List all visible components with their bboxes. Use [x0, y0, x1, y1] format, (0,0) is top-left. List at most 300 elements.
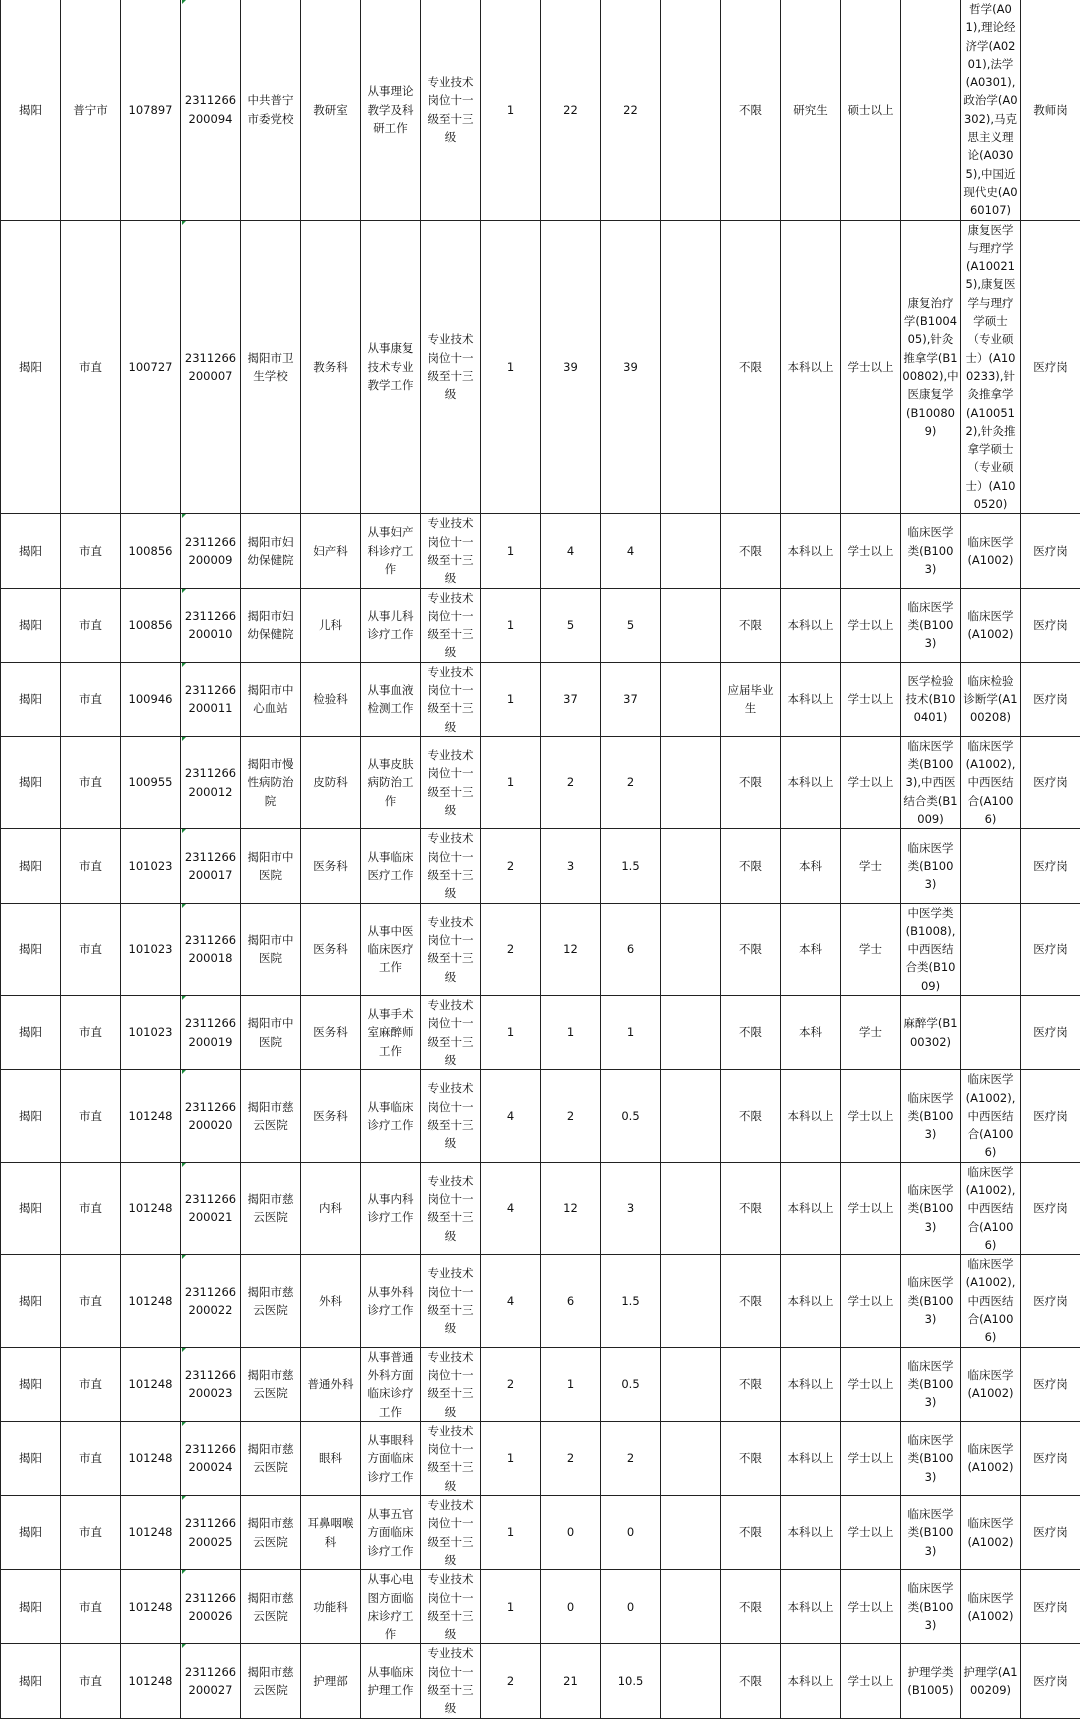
cell-blank: [661, 1255, 721, 1347]
table-row: [1, 829, 1080, 903]
cell-major-bachelor: 康复治疗学(B100405),针灸推拿学(B100802),中医康复学(B100809): [901, 220, 961, 514]
cell-blank: [661, 1070, 721, 1162]
cell-blank: [661, 1570, 721, 1644]
cell-target: 不限: [721, 1255, 781, 1347]
cell-duty: 从事康复技术专业教学工作: [361, 220, 421, 514]
cell-region: 揭阳: [1, 1421, 61, 1495]
table-row: [1, 1496, 1080, 1570]
table-row: [1, 662, 1080, 736]
cell-count: 2: [481, 1644, 541, 1718]
cell-count: 1: [481, 996, 541, 1070]
cell-region: 揭阳: [1, 1496, 61, 1570]
cell-ratio: 2: [601, 1421, 661, 1495]
cell-target: 不限: [721, 1570, 781, 1644]
cell-dept: 眼科: [301, 1421, 361, 1495]
cell-level: 专业技术岗位十一级至十三级: [421, 996, 481, 1070]
cell-dept: 医务科: [301, 1070, 361, 1162]
table-row: [1, 736, 1080, 828]
cell-unit: 揭阳市慈云医院: [241, 1255, 301, 1347]
cell-degree: 学士: [841, 903, 901, 995]
cell-post-code: 2311266200020: [181, 1070, 241, 1162]
table-row: [1, 1570, 1080, 1644]
cell-degree: 学士以上: [841, 514, 901, 588]
cell-education: 本科以上: [781, 1162, 841, 1254]
table-row: [1, 1162, 1080, 1254]
cell-unit-code: 101248: [121, 1162, 181, 1254]
cell-major-bachelor: 医学检验技术(B100401): [901, 662, 961, 736]
cell-major-bachelor: 临床医学类(B1003): [901, 1496, 961, 1570]
cell-applicants: 2: [541, 736, 601, 828]
cell-major-master: 哲学(A01),理论经济学(A0201),法学(A0301),政治学(A0302),马克思主义理论(A0305),中国近现代史(A060107): [961, 0, 1021, 220]
cell-post-code: 2311266200012: [181, 736, 241, 828]
cell-unit: 揭阳市妇幼保健院: [241, 588, 301, 662]
cell-degree: 学士以上: [841, 1644, 901, 1718]
cell-duty: 从事临床诊疗工作: [361, 1070, 421, 1162]
cell-region: 揭阳: [1, 903, 61, 995]
cell-level: 专业技术岗位十一级至十三级: [421, 0, 481, 220]
cell-major-master: [961, 996, 1021, 1070]
cell-post-code: 2311266200009: [181, 514, 241, 588]
table-row: [1, 1255, 1080, 1347]
cell-duty: 从事妇产科诊疗工作: [361, 514, 421, 588]
cell-unit-code: 107897: [121, 0, 181, 220]
cell-unit-code: 100946: [121, 662, 181, 736]
cell-target: 不限: [721, 1162, 781, 1254]
cell-major-master: 临床医学(A1002): [961, 588, 1021, 662]
cell-major-master: 临床医学(A1002): [961, 1496, 1021, 1570]
cell-degree: 学士以上: [841, 1421, 901, 1495]
cell-degree: 学士: [841, 996, 901, 1070]
cell-duty: 从事五官方面临床诊疗工作: [361, 1496, 421, 1570]
cell-unit-code: 100856: [121, 514, 181, 588]
cell-applicants: 2: [541, 1421, 601, 1495]
table-row: [1, 588, 1080, 662]
cell-education: 本科以上: [781, 588, 841, 662]
cell-education: 本科以上: [781, 1421, 841, 1495]
cell-blank: [661, 0, 721, 220]
cell-unit: 揭阳市慈云医院: [241, 1570, 301, 1644]
cell-region: 揭阳: [1, 1070, 61, 1162]
cell-post-code: 2311266200026: [181, 1570, 241, 1644]
cell-duty: 从事眼科方面临床诊疗工作: [361, 1421, 421, 1495]
cell-target: 不限: [721, 1644, 781, 1718]
cell-degree: 学士以上: [841, 662, 901, 736]
cell-post-code: 2311266200011: [181, 662, 241, 736]
cell-area: 市直: [61, 514, 121, 588]
cell-area: 市直: [61, 1255, 121, 1347]
cell-applicants: 39: [541, 220, 601, 514]
cell-target: 不限: [721, 829, 781, 903]
cell-count: 1: [481, 662, 541, 736]
cell-post-code: 2311266200022: [181, 1255, 241, 1347]
cell-education: 本科以上: [781, 1644, 841, 1718]
cell-unit-code: 101023: [121, 903, 181, 995]
cell-blank: [661, 662, 721, 736]
cell-education: 本科: [781, 996, 841, 1070]
cell-unit-code: 100955: [121, 736, 181, 828]
cell-unit: 揭阳市慈云医院: [241, 1347, 301, 1421]
cell-region: 揭阳: [1, 588, 61, 662]
cell-applicants: 3: [541, 829, 601, 903]
cell-major-bachelor: 临床医学类(B1003): [901, 514, 961, 588]
cell-ratio: 6: [601, 903, 661, 995]
cell-unit-code: 101248: [121, 1570, 181, 1644]
cell-major-master: 临床医学(A1002): [961, 1347, 1021, 1421]
cell-area: 市直: [61, 829, 121, 903]
cell-unit-code: 101248: [121, 1070, 181, 1162]
cell-unit: 揭阳市中医院: [241, 903, 301, 995]
cell-education: 本科以上: [781, 220, 841, 514]
cell-major-bachelor: 中医学类(B1008),中西医结合类(B1009): [901, 903, 961, 995]
cell-unit: 揭阳市慈云医院: [241, 1496, 301, 1570]
cell-post-type: 医疗岗: [1021, 736, 1080, 828]
cell-target: 应届毕业生: [721, 662, 781, 736]
cell-dept: 普通外科: [301, 1347, 361, 1421]
cell-post-code: 2311266200017: [181, 829, 241, 903]
cell-applicants: 21: [541, 1644, 601, 1718]
cell-applicants: 12: [541, 903, 601, 995]
cell-target: 不限: [721, 903, 781, 995]
cell-target: 不限: [721, 1421, 781, 1495]
cell-level: 专业技术岗位十一级至十三级: [421, 1162, 481, 1254]
cell-count: 2: [481, 903, 541, 995]
cell-level: 专业技术岗位十一级至十三级: [421, 662, 481, 736]
cell-level: 专业技术岗位十一级至十三级: [421, 1347, 481, 1421]
cell-major-master: 临床医学(A1002): [961, 1421, 1021, 1495]
cell-target: 不限: [721, 1070, 781, 1162]
cell-area: 市直: [61, 1347, 121, 1421]
cell-region: 揭阳: [1, 220, 61, 514]
cell-major-bachelor: 临床医学类(B1003): [901, 588, 961, 662]
cell-post-type: 医疗岗: [1021, 588, 1080, 662]
cell-post-type: 医疗岗: [1021, 1162, 1080, 1254]
cell-post-type: 医疗岗: [1021, 903, 1080, 995]
cell-count: 1: [481, 220, 541, 514]
cell-area: 市直: [61, 1162, 121, 1254]
cell-applicants: 22: [541, 0, 601, 220]
cell-area: 市直: [61, 736, 121, 828]
cell-duty: 从事手术室麻醉师工作: [361, 996, 421, 1070]
cell-post-type: 医疗岗: [1021, 514, 1080, 588]
cell-blank: [661, 1421, 721, 1495]
cell-education: 本科以上: [781, 1347, 841, 1421]
cell-target: 不限: [721, 0, 781, 220]
cell-level: 专业技术岗位十一级至十三级: [421, 1255, 481, 1347]
cell-level: 专业技术岗位十一级至十三级: [421, 220, 481, 514]
cell-blank: [661, 1496, 721, 1570]
cell-degree: 学士以上: [841, 1347, 901, 1421]
cell-region: 揭阳: [1, 662, 61, 736]
cell-unit-code: 100856: [121, 588, 181, 662]
cell-unit: 中共普宁市委党校: [241, 0, 301, 220]
cell-ratio: 2: [601, 736, 661, 828]
cell-duty: 从事儿科诊疗工作: [361, 588, 421, 662]
cell-applicants: 1: [541, 1347, 601, 1421]
table-row: [1, 1644, 1080, 1718]
cell-education: 本科以上: [781, 1070, 841, 1162]
cell-post-code: 2311266200021: [181, 1162, 241, 1254]
cell-education: 本科以上: [781, 514, 841, 588]
cell-ratio: 0: [601, 1570, 661, 1644]
cell-ratio: 5: [601, 588, 661, 662]
cell-major-master: 临床医学(A1002),中西医结合(A1006): [961, 1162, 1021, 1254]
cell-major-master: [961, 829, 1021, 903]
cell-area: 市直: [61, 1570, 121, 1644]
cell-dept: 妇产科: [301, 514, 361, 588]
cell-dept: 外科: [301, 1255, 361, 1347]
cell-area: 市直: [61, 1496, 121, 1570]
cell-duty: 从事理论教学及科研工作: [361, 0, 421, 220]
cell-count: 1: [481, 1496, 541, 1570]
cell-major-master: [961, 903, 1021, 995]
cell-post-type: 医疗岗: [1021, 1347, 1080, 1421]
cell-level: 专业技术岗位十一级至十三级: [421, 588, 481, 662]
cell-dept: 医务科: [301, 996, 361, 1070]
cell-duty: 从事普通外科方面临床诊疗工作: [361, 1347, 421, 1421]
cell-duty: 从事临床医疗工作: [361, 829, 421, 903]
cell-degree: 学士以上: [841, 1255, 901, 1347]
cell-blank: [661, 514, 721, 588]
cell-dept: 教研室: [301, 0, 361, 220]
cell-target: 不限: [721, 736, 781, 828]
cell-unit: 揭阳市中医院: [241, 829, 301, 903]
cell-level: 专业技术岗位十一级至十三级: [421, 1570, 481, 1644]
cell-ratio: 1: [601, 996, 661, 1070]
cell-major-master: 临床检验诊断学(A100208): [961, 662, 1021, 736]
cell-applicants: 6: [541, 1255, 601, 1347]
cell-degree: 学士以上: [841, 1496, 901, 1570]
table-row: [1, 1347, 1080, 1421]
cell-applicants: 1: [541, 996, 601, 1070]
cell-degree: 学士以上: [841, 736, 901, 828]
cell-post-type: 医疗岗: [1021, 1070, 1080, 1162]
cell-dept: 皮防科: [301, 736, 361, 828]
cell-post-code: 2311266200019: [181, 996, 241, 1070]
cell-major-bachelor: 临床医学类(B1003): [901, 1347, 961, 1421]
cell-duty: 从事血液检测工作: [361, 662, 421, 736]
cell-target: 不限: [721, 1496, 781, 1570]
cell-education: 本科以上: [781, 662, 841, 736]
cell-target: 不限: [721, 996, 781, 1070]
cell-region: 揭阳: [1, 1570, 61, 1644]
cell-major-master: 护理学(A100209): [961, 1644, 1021, 1718]
cell-target: 不限: [721, 514, 781, 588]
cell-region: 揭阳: [1, 1644, 61, 1718]
cell-major-bachelor: 护理学类(B1005): [901, 1644, 961, 1718]
cell-duty: 从事心电图方面临床诊疗工作: [361, 1570, 421, 1644]
cell-ratio: 1.5: [601, 829, 661, 903]
cell-degree: 学士以上: [841, 1162, 901, 1254]
cell-education: 本科: [781, 829, 841, 903]
cell-level: 专业技术岗位十一级至十三级: [421, 1070, 481, 1162]
cell-dept: 教务科: [301, 220, 361, 514]
cell-unit: 揭阳市慢性病防治院: [241, 736, 301, 828]
cell-post-type: 教师岗: [1021, 0, 1080, 220]
cell-region: 揭阳: [1, 996, 61, 1070]
cell-region: 揭阳: [1, 1255, 61, 1347]
cell-duty: 从事中医临床医疗工作: [361, 903, 421, 995]
cell-major-bachelor: 临床医学类(B1003): [901, 1162, 961, 1254]
table-row: [1, 903, 1080, 995]
cell-ratio: 0: [601, 1496, 661, 1570]
cell-unit-code: 101248: [121, 1347, 181, 1421]
cell-post-type: 医疗岗: [1021, 1496, 1080, 1570]
cell-dept: 检验科: [301, 662, 361, 736]
cell-area: 市直: [61, 903, 121, 995]
cell-degree: 学士以上: [841, 1070, 901, 1162]
cell-unit: 揭阳市慈云医院: [241, 1421, 301, 1495]
cell-major-master: 临床医学(A1002),中西医结合(A1006): [961, 1255, 1021, 1347]
cell-area: 市直: [61, 996, 121, 1070]
cell-blank: [661, 736, 721, 828]
cell-area: 普宁市: [61, 0, 121, 220]
cell-degree: 学士以上: [841, 1570, 901, 1644]
table-row: [1, 514, 1080, 588]
cell-major-bachelor: 麻醉学(B100302): [901, 996, 961, 1070]
cell-education: 本科: [781, 903, 841, 995]
cell-duty: 从事临床护理工作: [361, 1644, 421, 1718]
cell-major-bachelor: 临床医学类(B1003): [901, 1421, 961, 1495]
cell-area: 市直: [61, 662, 121, 736]
cell-dept: 儿科: [301, 588, 361, 662]
cell-post-type: 医疗岗: [1021, 1255, 1080, 1347]
cell-ratio: 4: [601, 514, 661, 588]
cell-duty: 从事皮肤病防治工作: [361, 736, 421, 828]
cell-education: 本科以上: [781, 1496, 841, 1570]
cell-post-code: 2311266200010: [181, 588, 241, 662]
cell-level: 专业技术岗位十一级至十三级: [421, 514, 481, 588]
cell-target: 不限: [721, 1347, 781, 1421]
cell-degree: 学士以上: [841, 220, 901, 514]
cell-ratio: 10.5: [601, 1644, 661, 1718]
cell-count: 1: [481, 514, 541, 588]
cell-ratio: 1.5: [601, 1255, 661, 1347]
cell-post-code: 2311266200027: [181, 1644, 241, 1718]
cell-major-bachelor: [901, 0, 961, 220]
cell-blank: [661, 1162, 721, 1254]
cell-unit: 揭阳市慈云医院: [241, 1070, 301, 1162]
cell-blank: [661, 220, 721, 514]
cell-major-master: 临床医学(A1002): [961, 1570, 1021, 1644]
cell-count: 1: [481, 588, 541, 662]
cell-area: 市直: [61, 1644, 121, 1718]
cell-dept: 耳鼻咽喉科: [301, 1496, 361, 1570]
cell-count: 2: [481, 829, 541, 903]
table-row: [1, 0, 1080, 220]
cell-count: 4: [481, 1162, 541, 1254]
cell-blank: [661, 996, 721, 1070]
cell-region: 揭阳: [1, 1347, 61, 1421]
cell-post-type: 医疗岗: [1021, 829, 1080, 903]
cell-region: 揭阳: [1, 1162, 61, 1254]
cell-region: 揭阳: [1, 514, 61, 588]
cell-ratio: 39: [601, 220, 661, 514]
cell-dept: 内科: [301, 1162, 361, 1254]
cell-count: 1: [481, 736, 541, 828]
cell-post-code: 2311266200024: [181, 1421, 241, 1495]
table-row: [1, 1070, 1080, 1162]
cell-unit-code: 101248: [121, 1496, 181, 1570]
cell-applicants: 12: [541, 1162, 601, 1254]
cell-region: 揭阳: [1, 829, 61, 903]
cell-unit: 揭阳市中医院: [241, 996, 301, 1070]
cell-education: 本科以上: [781, 736, 841, 828]
cell-unit-code: 101248: [121, 1421, 181, 1495]
cell-level: 专业技术岗位十一级至十三级: [421, 1644, 481, 1718]
cell-unit: 揭阳市妇幼保健院: [241, 514, 301, 588]
cell-degree: 硕士以上: [841, 0, 901, 220]
cell-dept: 护理部: [301, 1644, 361, 1718]
cell-degree: 学士: [841, 829, 901, 903]
cell-count: 2: [481, 1347, 541, 1421]
cell-count: 1: [481, 1570, 541, 1644]
cell-level: 专业技术岗位十一级至十三级: [421, 736, 481, 828]
cell-post-type: 医疗岗: [1021, 220, 1080, 514]
cell-applicants: 0: [541, 1570, 601, 1644]
cell-blank: [661, 588, 721, 662]
cell-major-bachelor: 临床医学类(B1003): [901, 829, 961, 903]
cell-degree: 学士以上: [841, 588, 901, 662]
cell-post-type: 医疗岗: [1021, 1644, 1080, 1718]
cell-area: 市直: [61, 1070, 121, 1162]
cell-unit: 揭阳市卫生学校: [241, 220, 301, 514]
cell-post-code: 2311266200023: [181, 1347, 241, 1421]
cell-post-code: 2311266200018: [181, 903, 241, 995]
cell-level: 专业技术岗位十一级至十三级: [421, 829, 481, 903]
cell-count: 4: [481, 1255, 541, 1347]
cell-major-bachelor: 临床医学类(B1003),中西医结合类(B1009): [901, 736, 961, 828]
cell-post-code: 2311266200007: [181, 220, 241, 514]
cell-area: 市直: [61, 220, 121, 514]
cell-blank: [661, 1644, 721, 1718]
cell-region: 揭阳: [1, 736, 61, 828]
cell-applicants: 37: [541, 662, 601, 736]
cell-area: 市直: [61, 1421, 121, 1495]
cell-major-master: 康复医学与理疗学(A100215),康复医学与理疗学硕士（专业硕士）(A100233),针灸推拿学(A100512),针灸推拿学硕士（专业硕士）(A100520): [961, 220, 1021, 514]
cell-dept: 医务科: [301, 903, 361, 995]
cell-unit: 揭阳市慈云医院: [241, 1162, 301, 1254]
cell-education: 研究生: [781, 0, 841, 220]
cell-duty: 从事外科诊疗工作: [361, 1255, 421, 1347]
cell-major-master: 临床医学(A1002),中西医结合(A1006): [961, 736, 1021, 828]
cell-post-type: 医疗岗: [1021, 662, 1080, 736]
table-body: [1, 0, 1080, 1718]
cell-blank: [661, 1347, 721, 1421]
cell-blank: [661, 829, 721, 903]
cell-unit: 揭阳市中心血站: [241, 662, 301, 736]
cell-unit-code: 101248: [121, 1644, 181, 1718]
cell-level: 专业技术岗位十一级至十三级: [421, 1421, 481, 1495]
cell-level: 专业技术岗位十一级至十三级: [421, 903, 481, 995]
cell-ratio: 3: [601, 1162, 661, 1254]
cell-unit-code: 100727: [121, 220, 181, 514]
table-row: [1, 996, 1080, 1070]
cell-count: 4: [481, 1070, 541, 1162]
cell-count: 1: [481, 1421, 541, 1495]
cell-target: 不限: [721, 220, 781, 514]
cell-dept: 医务科: [301, 829, 361, 903]
cell-education: 本科以上: [781, 1570, 841, 1644]
cell-ratio: 0.5: [601, 1070, 661, 1162]
cell-major-bachelor: 临床医学类(B1003): [901, 1255, 961, 1347]
cell-major-master: 临床医学(A1002): [961, 514, 1021, 588]
table-row: [1, 1421, 1080, 1495]
cell-post-code: 2311266200025: [181, 1496, 241, 1570]
cell-applicants: 4: [541, 514, 601, 588]
cell-duty: 从事内科诊疗工作: [361, 1162, 421, 1254]
cell-post-type: 医疗岗: [1021, 1570, 1080, 1644]
cell-unit-code: 101023: [121, 829, 181, 903]
